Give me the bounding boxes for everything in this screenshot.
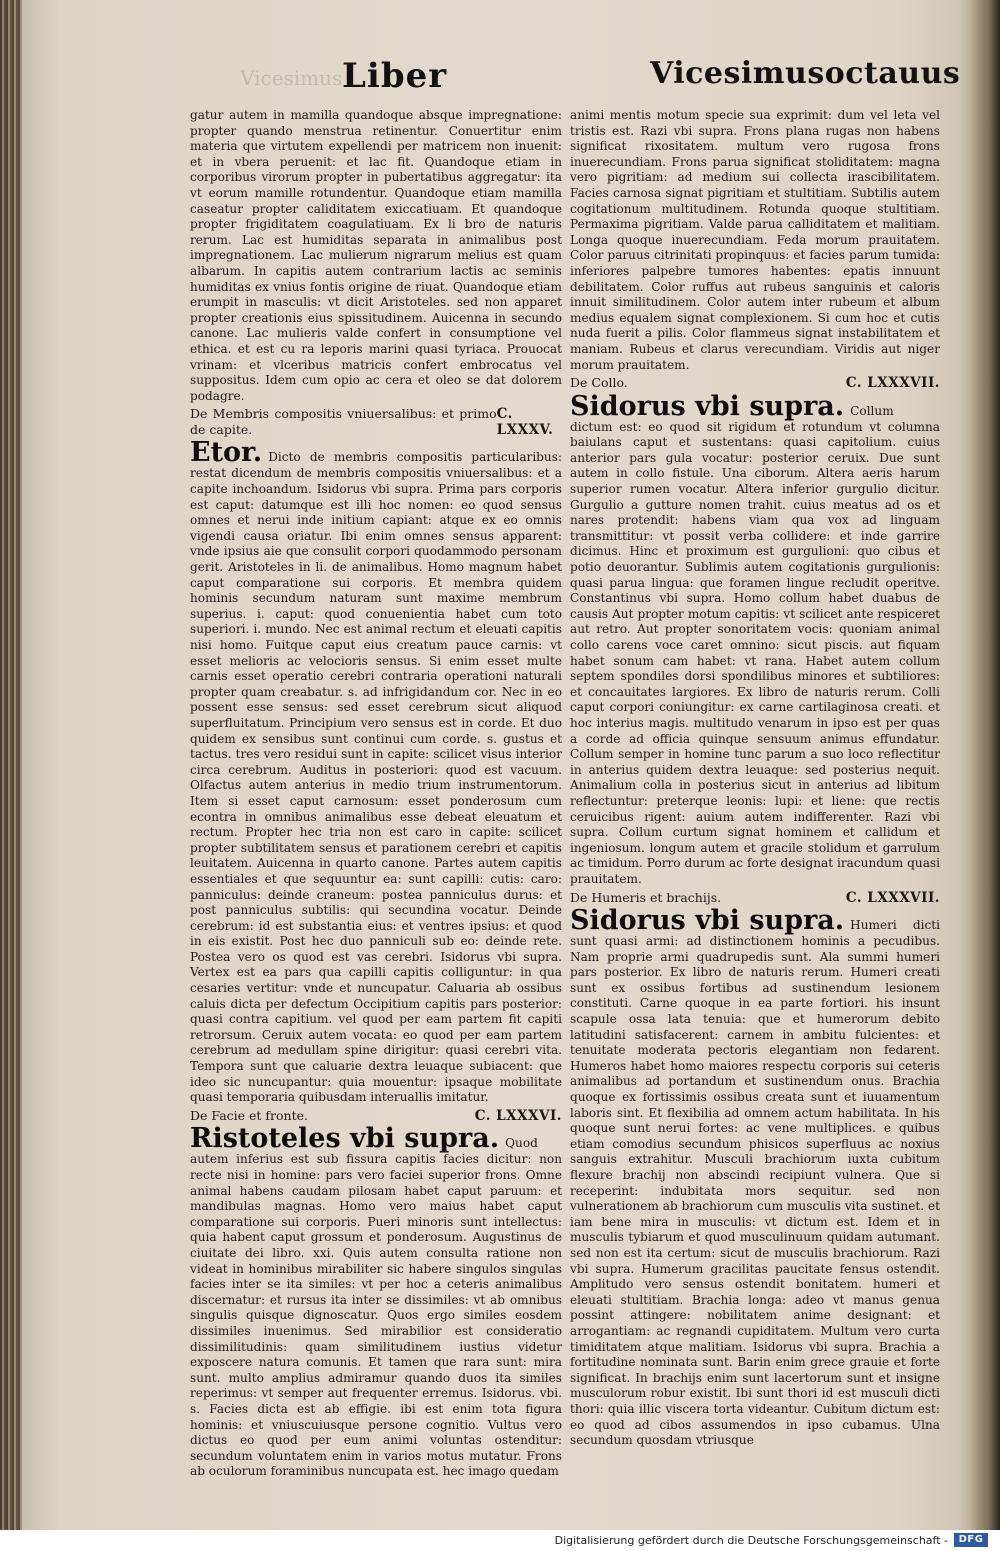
- decorated-initial: Ristoteles vbi supra.: [190, 1123, 500, 1155]
- left-para-1: gatur autem in mamilla quandoque absque impregnatione: propter quando menstrua retinentur. Conuertitur enim materia que virtutem expellendi per matricem non inuenit: et in vbera peruenit: et lac fit. Quandoque etiam in corporibus virorum propter in pubertatibus aggregatur: ita vt eorum mamille rotundentur. Quandoque etiam mamilla caseatur propter caliditatem exiccatiuam. Et quandoque propter frigiditatem coagulatiuam. Ex li bro de naturis rerum. Lac est humiditas separata in animalibus post impregnationem. Lac mulierum nigrarum melius est quam albarum. In capitis autem contrarium lactis ac seminis humiditas ex vnius fontis origine de riuat. Quandoque etiam erumpit in masculis: vt dicit Aristoteles. sed non apparet propter creationis eius spissitudinem. Auicenna in secundo canone. Lac mulieris valde confert in consumptione vel ethica. et est cu ra leporis marini quasi tyriaca. Prouocat vrinam: et vlceribus matricis confert embrocatus vel suppositus. Idem cum opio ac cera et oleo se dat dolorem podagre.: [190, 108, 562, 403]
- chapter-title: De Collo.: [570, 375, 628, 391]
- decorated-initial: Etor.: [190, 437, 263, 469]
- bleed-through-text: Vicesimus: [240, 66, 343, 90]
- chapter-number: C. LXXXV.: [496, 406, 554, 438]
- right-para-2-text: Collum dictum est: eo quod sit rigidum et rotundum vt columna baiulans caput et sustentans: quasi capitolium. cuius anterior pars gula vocatur: posterior ceruix. Due sunt autem in collo fistule. Una ciborum. Altera aeris harum superior rumen vocatur. Altera inferior gurgulio dicitur. Gurgulio a gutture nomen trahit. cuius meatus ad os et nares protendit: habens viam qua vox ad linguam transmittitur: vt possit verba collidere: et inde garrire dicimus. Hinc et proximum est gurgulioni: quo cibus et potio deuorantur. Sublimis autem cogitationis gurgulionis: quasi parua lingua: que foramen lingue recludit operitve. Constantinus vbi supra. Homo collum habet duabus de causis Aut propter motum capitis: vt scilicet ante respiceret aut retro. Aut propter sonoritatem vocis: quoniam animal collo carens voce caret omnino: sicut piscis. aut fiquam habet sonum cam habet: vt rana. Habet autem collum septem spondiles dorsi spondilibus minores et subtiliores: et concauitates largiores. Ex libro de naturis rerum. Colli caput corpori coniungitur: ex carne cartilaginosa creati. et hoc interius magis. multitudo venarum in ipso est per quas a corde ad officia quinque sensuum animus effundatur. Collum semper in homine tunc parum a suo loco reflectitur in anterius quidem dextra leuaque: sed posterius nequit. Animalium colla in posterius sicut in anterius ad libitum reflectuntur: preterque leonis: lupi: et liene: que rectis ceruicibus rigent: auium autem indifferenter. Razi vbi supra. Collum curtum signat hominem et callidum et ingeniosum. longum autem et gracile stolidum et garrulum ac timidum. Porro durum ac forte designat iracundum quasi prauitatem.: [570, 403, 940, 886]
- page-fore-edge: [972, 0, 1000, 1530]
- running-head: [0, 52, 1000, 102]
- right-column: [570, 108, 940, 1448]
- left-column: [190, 108, 562, 1479]
- chapter-number: C. LXXXVI.: [474, 1107, 562, 1124]
- chapter-heading-capite: [190, 406, 562, 438]
- running-head-right: Vicesimusoctauus: [650, 56, 961, 91]
- left-para-2-text: Dicto de membris compositis particularibus: restat dicendum de membris compositis vniuersalibus: et a capite inchoandum. Isidorus vbi supra. Prima pars corporis est caput: datumque est illi hoc nomen: eo quod sensus omnes et nerui inde initium capiant: atque ex eo omnis vigendi causa oriatur. Ibi enim omnes sensus apparent: vnde ipsius aie que consulit corpori quodammodo personam gerit. Aristoteles in li. de animalibus. Homo magnum habet caput comparatione sui corporis. Et membra quidem hominis secundum naturam sunt maxime membrum superius. i. caput: quod conuenientia habet cum toto superiori. i. mundo. Nec est animal rectum et eleuati capitis nisi homo. Fuitque caput eius creatum pauce carnis: vt esset melioris ac velocioris sensus. Si enim esset multe carnis esset operatio cerebri contraria operationi naturali propter quam creabatur. s. ad infrigidandum cor. Nec in eo possent esse sensus: sed esset cerebrum sicut aliquod superfluitatum. Principium vero sensus est in corde. Et duo quidem ex sensibus sunt continui cum corde. s. gustus et tactus. tres vero residui sunt in capite: scilicet visus interior circa cerebrum. Auditus in posteriori: quod est vacuum. Olfactus autem anterius in medio trium instrumentorum. Item si esset caput carnosum: esset ponderosum cum econtra in omnibus animalibus esse debeat eleuatum et rectum. Propter hec tria non est caro in capite: scilicet propter subtilitatem sensus et parationem cerebri et capitis leuitatem. Auicenna in quarto canone. Partes autem capitis essentiales et que sequuntur ea: sunt capilli: cutis: caro: panniculus: deinde craneum: postea panniculus durus: et post panniculus subtilis: qui secundina vocatur. Deinde cerebrum: id est substantia eius: et ventres ipsius: et quod in eis existit. Post hec duo panniculi sub eo: deinde rete. Postea vero os quod est vas cerebri. Isidorus vbi supra. Vertex est ea pars qua capilli capitis colliguntur: in qua cesaries vertitur: vnde et nuncupatur. Caluaria ab ossibus caluis dicta per defectum Occipitium capitis pars posterior: quasi contra capitium. vel quod per eam partem fit capiti retrorsum. Ceruix autem vocata: eo quod per eam partem cerebrum ad medullam spine dirigitur: quasi cerebri vita. Tempora sunt que caluarie dextra leuaque subiacent: que ideo sic nuncupantur: quia mouentur: ipsaque mobilitate quasi temporaria quibusdam interuallis imitatur.: [190, 450, 562, 1105]
- left-para-3: [190, 1125, 562, 1479]
- chapter-number: C. LXXXVII.: [845, 889, 940, 906]
- right-para-3-text: Humeri dicti sunt quasi armi: ad distinctionem hominis a pecudibus. Nam proprie armi quadrupedis sunt. Ala summi humeri pars posterior. Ex libro de naturis rerum. Humeri creati sunt ex ossibus fortibus ad sustinendum lesionem constituti. Carne quoque in ea parte fortiori. his insunt scapule ossa lata tenuia: que et humerorum debito latitudini satisfacerent: carnem in ambitu fulcientes: et tenuitate moderata pectoris elegantiam non fedarent. Humeros habet homo maiores respectu corporis sui ceteris animalibus ad portandum et sustinendum onus. Brachia quoque ex fortissimis ossibus creata sunt et iuuamentum laboris sint. Et flexibilia ad omnem actum habilitata. In his quoque sunt nerui fortes: ac vene multiplices. e quibus etiam comodius secundum phisicos superfluus ac noxius sanguis extrahitur. Musculi brachiorum iuxta cubitum flexure brachij non abscindi recipiunt vulnera. Que si receperint: indubitata mors sequitur. sed non vulnerationem ab brachiorum cum musculis vita sustinet. et iam bene mira in musculis: vt dictum est. Idem et in musculis tybiarum et quod musculinuum quidam autumant. sed non est ita certum: sicut de musculis brachiorum. Razi vbi supra. Humerum gracilitas paucitate fensus ostendit. Amplitudo vero sensus ostendit bonitatem. humeri et eleuati stultitiam. Brachia longa: adeo vt manus genua possint attingere: nobilitatem anime designant: et arrogantiam: ac regnandi cupiditatem. Multum vero curta timiditatem atque malitiam. Isidorus vbi supra. Brachia a fortitudine nominata sunt. Barin enim grece grauie et forte significat. In brachijs enim sunt lacertorum sunt et insigne musculorum robur existit. Ibi sunt thori id est musculi dicti thori: quia illic viscera torta videantur. Cubitum dictum est: eo quod ad cibos assumendos in ipso cubamus. Ulna secundum quosdam vtriusque: [570, 918, 940, 1448]
- dfg-logo[interactable]: DFG: [954, 1533, 988, 1547]
- right-para-2: [570, 390, 940, 888]
- chapter-heading-humeris: [570, 890, 940, 907]
- running-head-left: Liber: [342, 56, 448, 96]
- chapter-title: De Humeris et brachijs.: [570, 889, 722, 905]
- decorated-initial: Sidorus vbi supra.: [570, 905, 845, 937]
- chapter-title: De Membris compositis vniuersalibus: et primo de capite.: [190, 406, 497, 437]
- digitization-footer: [0, 1530, 1000, 1551]
- left-para-3-text: Quod autem inferius est sub fissura capitis facies dicitur: non recte nisi in homine: pars vero faciei superior frons. Omne animal habens caudam pilosam habet caput paruum: et mandibulas magnas. Homo vero maius habet caput comparatione sui corporis. Pueri minoris sunt intellectus: quia habent caput grossum et ponderosum. Augustinus de ciuitate dei libro. xxi. Quis autem consulta ratione non videat in hominibus mirabiliter sic habere singulos singulas facies inter se ita similes: vt per hoc a ceteris animalibus discernatur: et rursus ita inter se dissimiles: vt ab omnibus singulis quisque dignoscatur. Quos ergo similes eosdem dissimiles inuenimus. Sed mirabilior est consideratio dissimilitudinis: quam similitudinem iustius videtur exposcere natura comunis. Et tamen que rara sunt: mira sunt. multo amplius admiramur quando duos ita similes reperimus: vt semper aut frequenter erremus. Isidorus. vbi. s. Facies dicta est ab effigie. ibi est enim tota figura hominis: et vniuscuiusque persone cognitio. Vultus vero dictus eo quod per eum animi voluntas ostenditur: secundum voluntatem enim in varios motus mutatur. Frons ab oculorum foraminibus nuncupata est. hec imago quedam: [190, 1136, 562, 1479]
- left-para-2: [190, 439, 562, 1105]
- right-para-1: animi mentis motum specie sua exprimit: dum vel leta vel tristis est. Razi vbi supra. Frons plana rugas non habens significat rixositatem. multum vero rugosa frons inuerecundiam. Frons parua significat stoliditatem: magna vero pigritiam: ad medium sui collecta irascibilitatem. Facies carnosa signat pigritiam et stultitiam. Subtilis autem cogitationum multitudinem. Rotunda quoque stultitiam. Permaxima pigritiam. Valde parua calliditatem et malitiam. Longa quoque inuerecundiam. Feda morum prauitatem. Color paruus citrinitati propinquus: et facies parum tumida: inferiores palpebre tumores habentes: epatis innuunt debilitatem. Color ruffus aut rubeus sanguinis et caloris innuit similitudinem. Color autem inter rubeum et album medius equalem signat complexionem. Si cum hoc et cutis nuda fuerit a pilis. Color flammeus signat instabilitatem et maniam. Rubeus et clarus verecundiam. Viridis aut niger morum prauitatem.: [570, 108, 940, 372]
- funding-notice: Digitalisierung gefördert durch die Deutsche Forschungsgemeinschaft -: [554, 1534, 948, 1547]
- chapter-number: C. LXXXVII.: [845, 375, 940, 392]
- right-para-3: [570, 907, 940, 1449]
- decorated-initial: Sidorus vbi supra.: [570, 390, 845, 422]
- chapter-title: De Facie et fronte.: [190, 1107, 309, 1123]
- book-spine-edge: [0, 0, 22, 1530]
- chapter-heading-facie: [190, 1108, 562, 1125]
- chapter-heading-collo: [570, 375, 940, 392]
